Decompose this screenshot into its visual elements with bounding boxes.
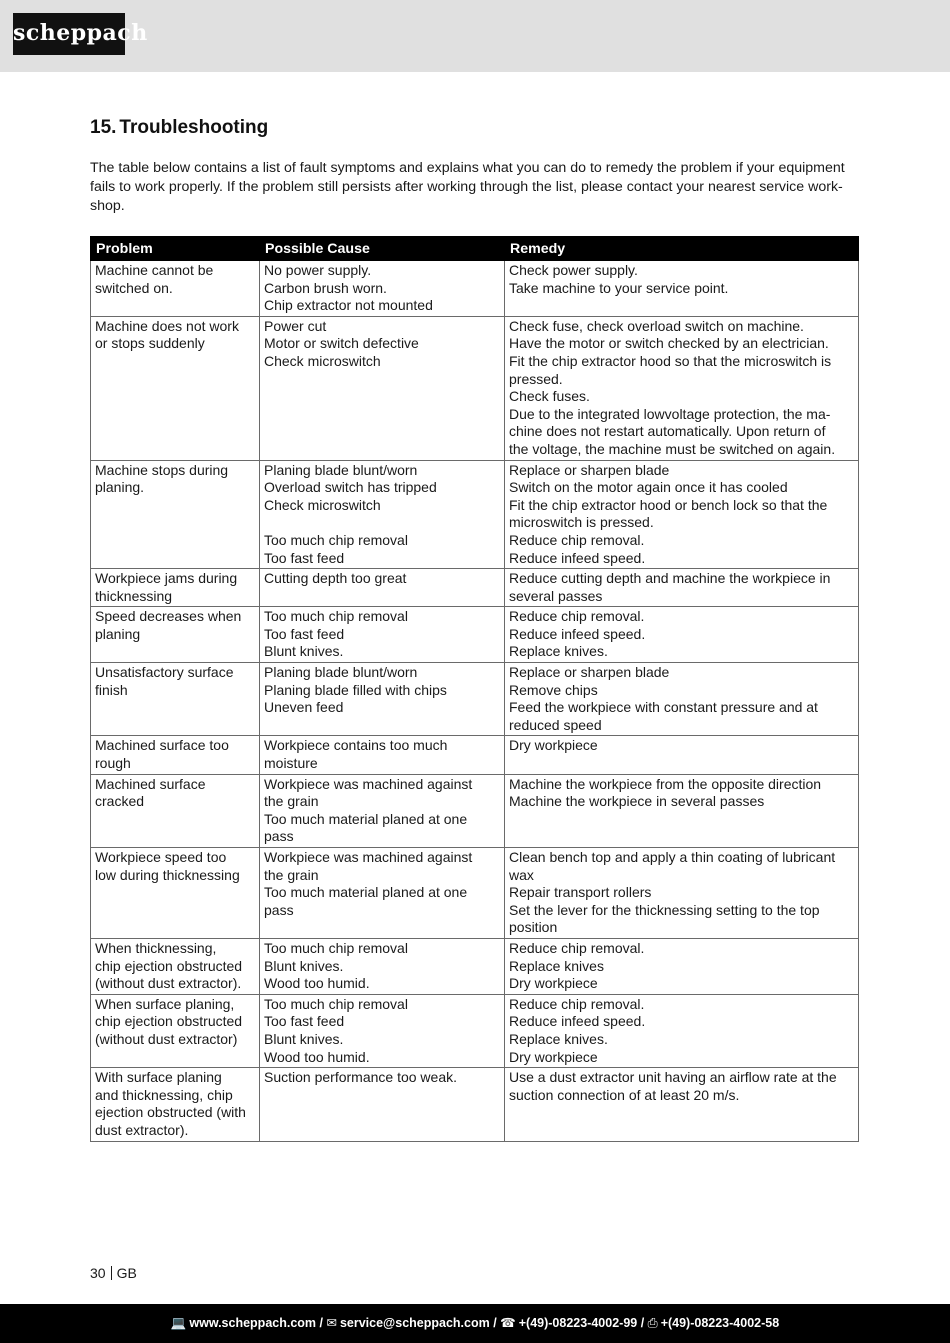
cell-line: Machine does not work (95, 317, 239, 334)
cell-line: When surface planing, (95, 995, 235, 1012)
cell-line: the grain (264, 866, 319, 883)
cell-line: Reduce chip removal. (509, 531, 645, 548)
cell-line: pressed. (509, 370, 563, 387)
cell-line: chip ejection obstructed (95, 1013, 243, 1030)
cell-line: Too fast feed (264, 625, 345, 642)
cell-line: Blunt knives. (264, 957, 344, 974)
cell-line: Power cut (264, 317, 327, 334)
cell-line: reduced speed (509, 716, 602, 733)
section-title-text: Troubleshooting (119, 117, 269, 138)
cell-line: microswitch is pressed. (509, 514, 654, 531)
footer-band: 💻 www.scheppach.com / ✉ service@scheppach.com / ☎ +(49)-08223-4002-99 / ⎙ +(49)-08223-4002-58 (0, 1304, 950, 1343)
cell-line: Fit the chip extractor hood or bench lock so that the (509, 496, 828, 513)
header-remedy: Remedy (505, 237, 859, 261)
cell-line: Workpiece jams during (95, 570, 238, 587)
cell-line: Too much chip removal (264, 939, 408, 956)
cell-line: Check microswitch (264, 496, 381, 513)
table-row (91, 316, 859, 460)
cell-line: chip ejection obstructed (95, 957, 243, 974)
cell-line: chine does not restart automatically. Upon return of (509, 423, 826, 440)
cell-remedy (505, 848, 859, 939)
troubleshooting-table (90, 236, 859, 1142)
cell-problem (91, 569, 260, 607)
footer-website: www.scheppach.com (189, 1316, 317, 1330)
cell-problem (91, 848, 260, 939)
cell-line: Machined surface too (95, 737, 229, 754)
cell-line: Too much material planed at one (264, 810, 468, 827)
cell-line: No power supply. (264, 262, 372, 278)
cell-line: Replace knives. (509, 643, 608, 660)
cell-cause (260, 607, 505, 663)
table-row (91, 774, 859, 847)
cell-remedy (505, 663, 859, 736)
cell-problem (91, 736, 260, 774)
scheppach-logo (13, 13, 148, 55)
cell-problem (91, 994, 260, 1067)
cell-line: wax (509, 866, 534, 883)
cell-line: or stops suddenly (95, 335, 205, 352)
cell-line: thicknessing (95, 587, 173, 604)
cell-line: Check fuse, check overload switch on machine. (509, 317, 804, 334)
cell-cause (260, 261, 505, 317)
cell-line: planing (95, 625, 141, 642)
cell-line: Too much chip removal (264, 531, 408, 548)
cell-line: Uneven feed (264, 699, 344, 716)
cell-line: Reduce chip removal. (509, 995, 645, 1012)
table-row (91, 663, 859, 736)
cell-line: rough (95, 755, 131, 772)
table-row (91, 736, 859, 774)
cell-line: Planing blade blunt/worn (264, 664, 418, 681)
cell-line: When thicknessing, (95, 939, 217, 956)
intro-paragraph: The table below contains a list of fault symptoms and explains what you can do to remedy the problem if your equipment fails to work properly. If the problem still persists after working through the list, please contact your nearest service work-shop. (90, 160, 845, 214)
cell-remedy (505, 607, 859, 663)
cell-remedy (505, 1068, 859, 1141)
blank-line (264, 514, 500, 532)
cell-line: the voltage, the machine must be switched on again. (509, 440, 836, 457)
cell-line: Check microswitch (264, 352, 381, 369)
table-row (91, 261, 859, 317)
phone-icon: ☎ (500, 1316, 516, 1330)
cell-line: Fit the chip extractor hood so that the microswitch is (509, 352, 832, 369)
cell-line: Machine the workpiece in several passes (509, 793, 765, 810)
page-number-divider (111, 1266, 112, 1280)
fax-icon: ⎙ (647, 1316, 658, 1330)
footer-fax: +(49)-08223-4002-58 (660, 1316, 780, 1330)
cell-line: Feed the workpiece with constant pressure and at (509, 699, 818, 716)
cell-line: Workpiece speed too (95, 849, 227, 865)
cell-remedy (505, 316, 859, 460)
footer-email: service@scheppach.com (339, 1316, 490, 1330)
cell-line: Workpiece was machined against (264, 849, 473, 865)
cell-line: Dry workpiece (509, 1048, 598, 1065)
header-possible-cause: Possible Cause (260, 237, 505, 261)
cell-line: Planing blade filled with chips (264, 681, 447, 698)
cell-line: pass (264, 901, 294, 918)
cell-line: pass (264, 828, 294, 845)
cell-line: Blunt knives. (264, 1030, 344, 1047)
cell-cause (260, 460, 505, 569)
cell-remedy (505, 994, 859, 1067)
table-body (91, 261, 859, 1142)
cell-line: switched on. (95, 279, 173, 296)
cell-line: Machine the workpiece from the opposite direction (509, 775, 822, 792)
cell-line: Have the motor or switch checked by an electrician. (509, 335, 829, 352)
cell-remedy (505, 569, 859, 607)
cell-cause (260, 316, 505, 460)
cell-cause (260, 938, 505, 994)
section-title (90, 117, 268, 139)
cell-line: planing. (95, 479, 145, 496)
page-number (90, 1265, 137, 1281)
cell-line: Replace or sharpen blade (509, 461, 670, 478)
cell-problem (91, 316, 260, 460)
cell-cause (260, 848, 505, 939)
cell-line: Dry workpiece (509, 975, 598, 992)
cell-remedy (505, 938, 859, 994)
cell-line: Take machine to your service point. (509, 279, 729, 296)
cell-line: Machine stops during (95, 461, 229, 478)
table-row (91, 938, 859, 994)
table-row (91, 994, 859, 1067)
header-band (0, 0, 950, 72)
section-number: 15. (90, 117, 117, 138)
cell-line: Carbon brush worn. (264, 279, 387, 296)
cell-line: Suction performance too weak. (264, 1069, 457, 1086)
table-row (91, 607, 859, 663)
cell-line: dust extractor). (95, 1121, 189, 1138)
cell-line: With surface planing (95, 1069, 222, 1086)
cell-cause (260, 663, 505, 736)
cell-line: Due to the integrated lowvoltage protection, the ma- (509, 405, 831, 422)
cell-line: Reduce infeed speed. (509, 549, 646, 566)
cell-line: Reduce infeed speed. (509, 625, 646, 642)
cell-line: Check power supply. (509, 262, 638, 278)
cell-line: (without dust extractor) (95, 1030, 238, 1047)
cell-line: and thicknessing, chip (95, 1086, 233, 1103)
cell-line: Speed decreases when (95, 608, 242, 625)
cell-line: Dry workpiece (509, 737, 598, 754)
cell-line: Set the lever for the thicknessing setting to the top (509, 901, 820, 918)
cell-line: Workpiece was machined against (264, 775, 473, 792)
cell-line: Remove chips (509, 681, 598, 698)
cell-line: Motor or switch defective (264, 335, 419, 352)
cell-cause (260, 994, 505, 1067)
cell-line: ejection obstructed (with (95, 1104, 246, 1121)
cell-line: Reduce cutting depth and machine the workpiece in (509, 570, 831, 587)
cell-line: Repair transport rollers (509, 884, 652, 901)
cell-cause (260, 736, 505, 774)
logo-text: scheppach (13, 20, 148, 46)
cell-problem (91, 607, 260, 663)
cell-line: Replace or sharpen blade (509, 664, 670, 681)
cell-remedy (505, 261, 859, 317)
cell-remedy (505, 460, 859, 569)
cell-problem (91, 460, 260, 569)
table-row (91, 1068, 859, 1141)
page-number-value: 30 (90, 1265, 106, 1281)
cell-remedy (505, 736, 859, 774)
cell-line: the grain (264, 793, 319, 810)
footer-phone: +(49)-08223-4002-99 (518, 1316, 638, 1330)
cell-line: Too much material planed at one (264, 884, 468, 901)
cell-line: low during thicknessing (95, 866, 240, 883)
cell-line: Workpiece contains too much (264, 737, 448, 754)
cell-problem (91, 1068, 260, 1141)
cell-line: Blunt knives. (264, 643, 344, 660)
cell-line: Planing blade blunt/worn (264, 461, 418, 478)
table-row (91, 848, 859, 939)
cell-line: cracked (95, 793, 145, 810)
cell-line: Use a dust extractor unit having an airflow rate at the (509, 1069, 837, 1086)
cell-line: Check fuses. (509, 388, 590, 405)
cell-line: Too much chip removal (264, 608, 408, 625)
table-row (91, 569, 859, 607)
cell-line: Replace knives. (509, 1030, 608, 1047)
cell-problem (91, 663, 260, 736)
cell-remedy (505, 774, 859, 847)
cell-line: Machine cannot be (95, 262, 214, 278)
cell-line: several passes (509, 587, 603, 604)
cell-line: Machined surface (95, 775, 206, 792)
cell-line: position (509, 919, 558, 936)
cell-line: finish (95, 681, 128, 698)
cell-line: Cutting depth too great (264, 570, 407, 587)
cell-line: Reduce chip removal. (509, 608, 645, 625)
cell-line: Clean bench top and apply a thin coating of lubricant (509, 849, 836, 865)
cell-cause (260, 569, 505, 607)
cell-line: Reduce infeed speed. (509, 1013, 646, 1030)
cell-problem (91, 774, 260, 847)
cell-line: Wood too humid. (264, 1048, 370, 1065)
cell-line: Too fast feed (264, 1013, 345, 1030)
cell-problem (91, 938, 260, 994)
cell-cause (260, 774, 505, 847)
cell-cause (260, 1068, 505, 1141)
cell-line: Too fast feed (264, 549, 345, 566)
cell-line: Replace knives (509, 957, 604, 974)
table-row (91, 460, 859, 569)
header-problem: Problem (91, 237, 260, 261)
cell-line: Reduce chip removal. (509, 939, 645, 956)
cell-line: Chip extractor not mounted (264, 297, 433, 314)
cell-line: moisture (264, 755, 318, 772)
cell-line: (without dust extractor). (95, 975, 242, 992)
cell-line: Wood too humid. (264, 975, 370, 992)
cell-line: Too much chip removal (264, 995, 408, 1012)
cell-line: Switch on the motor again once it has cooled (509, 479, 788, 496)
mail-icon: ✉ (326, 1316, 337, 1330)
table-header-row (91, 237, 859, 261)
cell-line: Unsatisfactory surface (95, 664, 234, 681)
cell-line: suction connection of at least 20 m/s. (509, 1086, 740, 1103)
cell-problem (91, 261, 260, 317)
computer-icon: 💻 (170, 1316, 187, 1330)
cell-line: Overload switch has tripped (264, 479, 437, 496)
page-language: GB (116, 1265, 137, 1281)
